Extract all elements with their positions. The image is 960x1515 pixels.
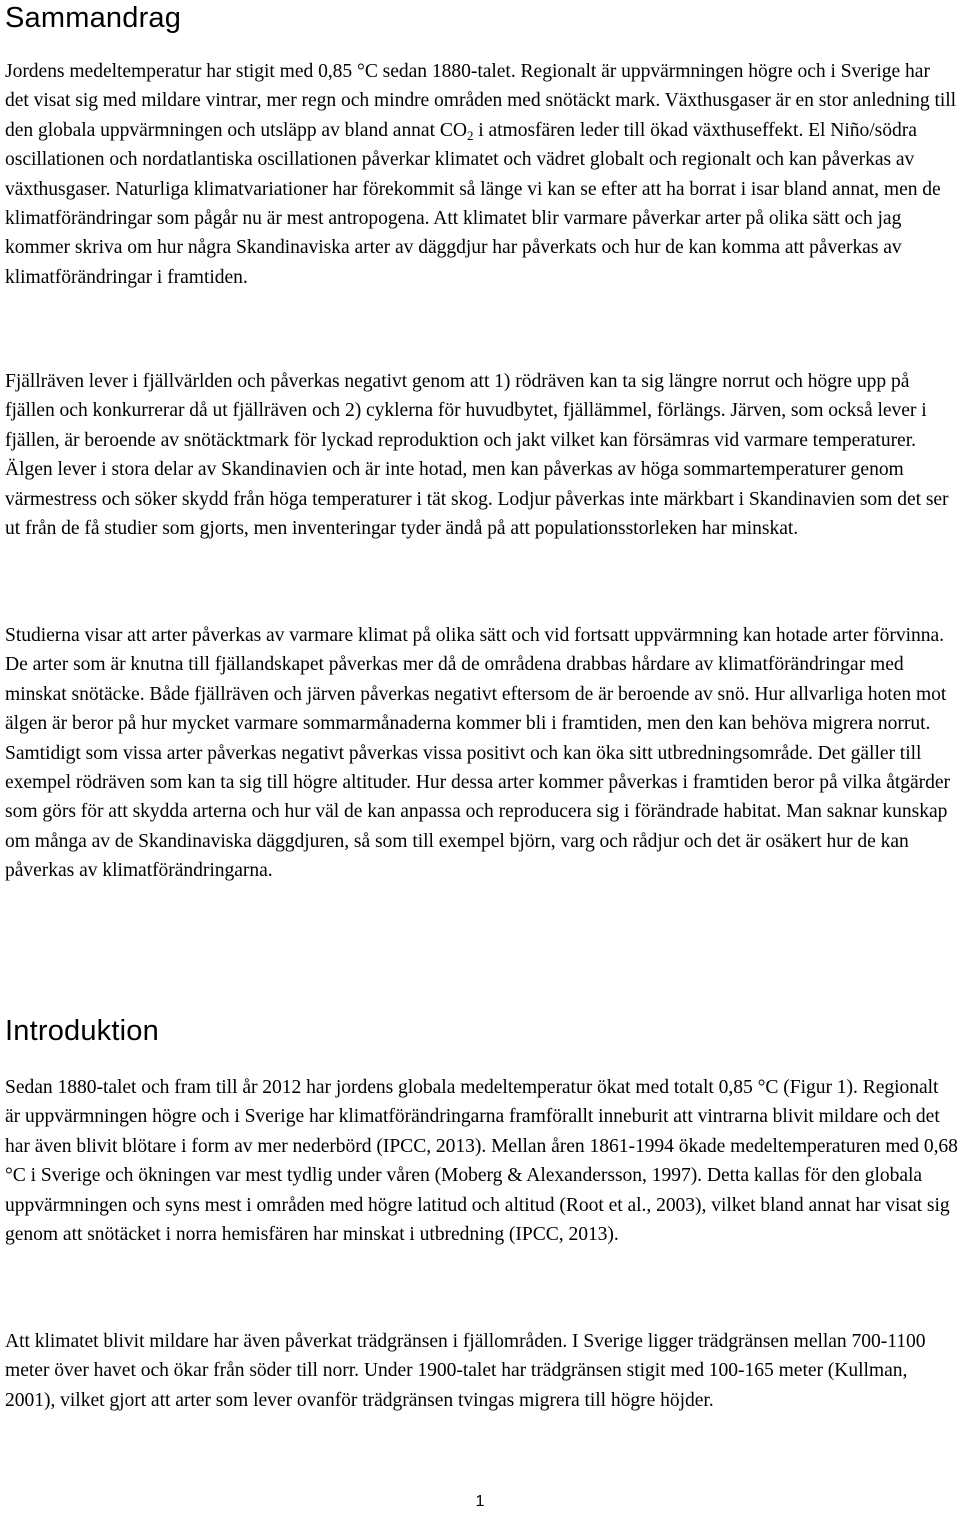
section-heading-sammandrag: Sammandrag [5, 2, 182, 34]
paragraph-text: i atmosfären leder till ökad växthuseffekt. El Niño/södra oscillationen och nordatlantiska oscillationen påverkar klimatet och vädret globalt och regionalt och kan påverkas av växthusgaser. Naturliga klimatvariationer har förekommit så länge vi kan se efter att ha borrat i isar bland annat, men de klimatförändringar som pågår nu är mest antropogena. Att klimatet blir varmare påverkar arter på olika sätt och jag kommer skriva om hur några Skandinaviska arter av däggdjur har påverkats och hur de kan komma att påverkas av klimatförändringar i framtiden. [5, 119, 941, 288]
paragraph-summary-1 [5, 57, 958, 292]
page-number: 1 [475, 1493, 485, 1510]
paragraph-intro-2: Att klimatet blivit mildare har även påverkat trädgränsen i fjällområden. I Sverige ligger trädgränsen mellan 700-1100 meter över havet och ökar från söder till norr. Under 1900-talet har trädgränsen stigit med 100-165 meter (Kullman, 2001), vilket gjort att arter som lever ovanför trädgränsen tvingas migrera till högre höjder. [5, 1331, 926, 1411]
paragraph-summary-3: Studierna visar att arter påverkas av varmare klimat på olika sätt och vid fortsatt uppvärmning kan hotade arter förvinna. De arter som är knutna till fjällandskapet påverkas mer då de områdena drabbas hårdare av klimatförändringar med minskat snötäcke. Både fjällräven och järven påverkas negativt eftersom de är beroende av snö. Hur allvarliga hoten mot älgen är beror på hur mycket varmare sommarmånaderna kommer bli i framtiden, men den kan behöva migrera norrut. Samtidigt som vissa arter påverkas negativt påverkas vissa positivt och kan öka sitt utbredningsområde. Det gäller till exempel rödräven som kan ta sig till högre altituder. Hur dessa arter kommer påverkas i framtiden beror på vilka åtgärder som görs för att skydda arterna och hur väl de kan anpassa och reproducera sig i förändrade habitat. Man saknar kunskap om många av de Skandinaviska däggdjuren, så som till exempel björn, varg och rådjur och det är osäkert hur de kan påverkas av klimatförändringarna. [5, 625, 950, 882]
section-heading-introduktion: Introduktion [5, 1015, 159, 1047]
paragraph-text: Jordens medeltemperatur har stigit med 0,85 °C sedan 1880-talet. Regionalt är uppvärmningen högre och i Sverige har det visat sig med mildare vintrar, mer regn och mindre områden med snötäckt mark. Växthusgaser är en stor anledning till den globala uppvärmningen och utsläpp av bland annat CO [5, 61, 957, 141]
document-page [5, 0, 958, 1515]
paragraph-summary-2: Fjällräven lever i fjällvärlden och påverkas negativt genom att 1) rödräven kan ta sig längre norrut och högre upp på fjällen och konkurrerar då ut fjällräven och 2) cyklerna för huvudbytet, fjällämmel, förlängs. Järven, som också lever i fjällen, är beroende av snötäcktmark för lyckad reproduktion och jakt vilket kan försämras vid varmare temperaturer. Älgen lever i stora delar av Skandinavien och är inte hotad, men kan påverkas av höga sommartemperaturer genom värmestress och söker skydd från höga temperaturer i tät skog. Lodjur påverkas inte märkbart i Skandinavien som det ser ut från de få studier som gjorts, men inventeringar tyder ändå på att populationsstorleken har minskat. [5, 371, 949, 540]
co2-subscript: 2 [466, 127, 474, 143]
paragraph-intro-1: Sedan 1880-talet och fram till år 2012 har jordens globala medeltemperatur ökat med totalt 0,85 °C (Figur 1). Regionalt är uppvärmningen högre och i Sverige har klimatförändringarna framförallt inneburit att vintrarna blivit mildare och det har även blivit blötare i form av mer nederbörd (IPCC, 2013). Mellan åren 1861-1994 ökade medeltemperaturen med 0,68 °C i Sverige och ökningen var mest tydlig under våren (Moberg & Alexandersson, 1997). Detta kallas för den globala uppvärmningen och syns mest i områden med högre latitud och altitud (Root et al., 2003), vilket bland annat har visat sig genom att snötäcket i norra hemisfären har minskat i utbredning (IPCC, 2013). [5, 1077, 958, 1246]
